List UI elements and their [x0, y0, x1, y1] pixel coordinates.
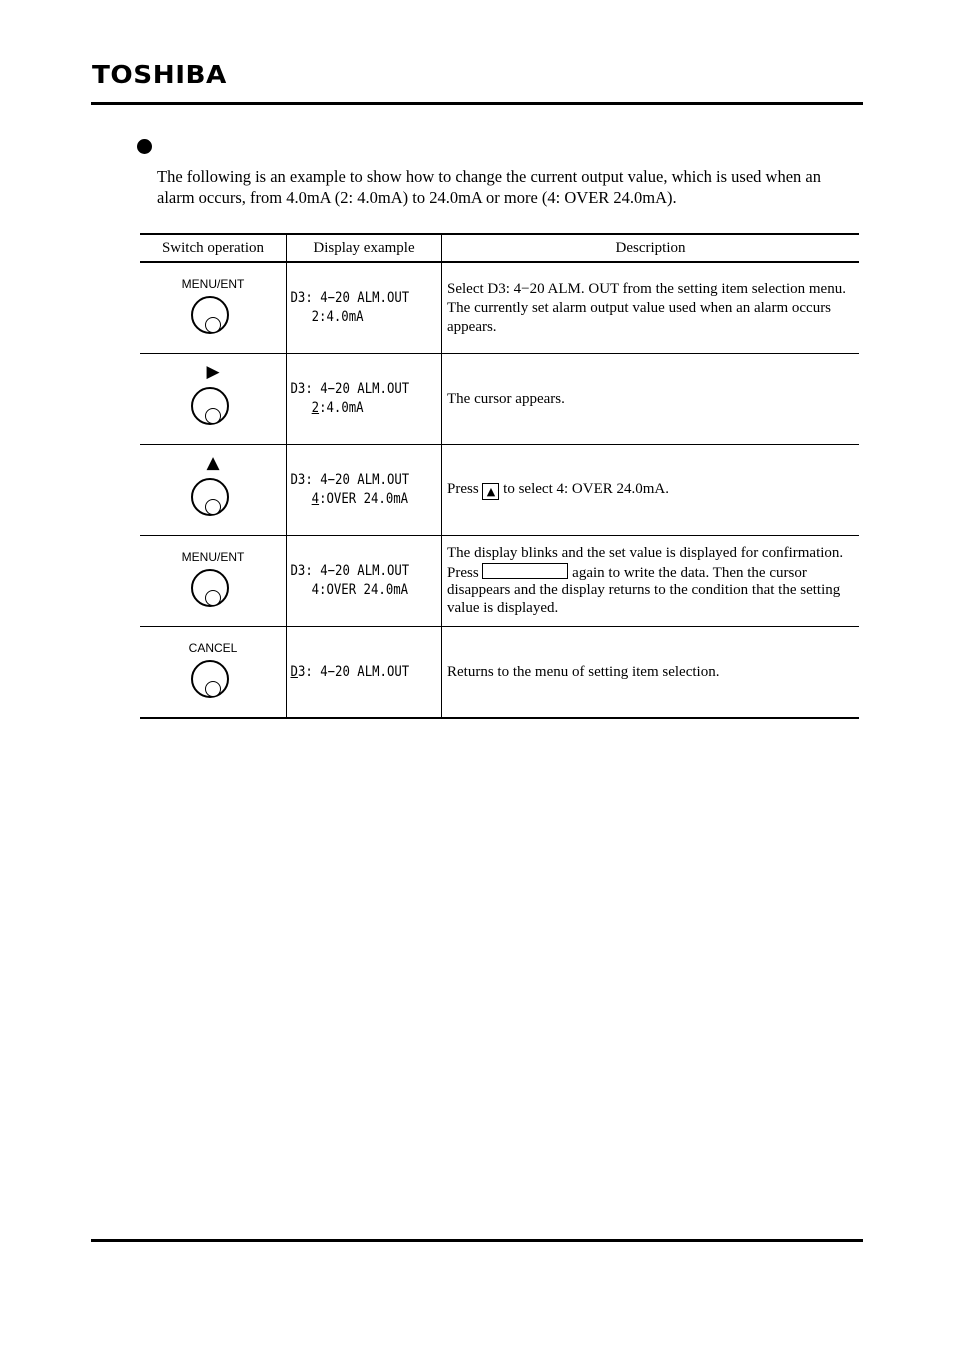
- header-switch-operation: Switch operation: [140, 234, 287, 262]
- description-cell: [442, 354, 860, 445]
- switch-cell: [140, 354, 287, 445]
- cancel-button-icon: [191, 660, 229, 698]
- display-cursor: 2: [311, 400, 320, 416]
- table-row: [140, 445, 859, 536]
- switch-cell: [140, 262, 287, 354]
- description-cell: [442, 445, 860, 536]
- switch-cell: [140, 536, 287, 627]
- right-button-icon: [191, 387, 229, 425]
- description-text: Returns to the menu of setting item selection.: [447, 663, 720, 680]
- description-text: Select D3: 4−20 ALM. OUT from the setting item selection menu.: [447, 280, 846, 297]
- display-cell: [287, 536, 442, 627]
- table-row: [140, 262, 859, 354]
- display-cell: [287, 354, 442, 445]
- up-button-icon: [191, 478, 229, 516]
- display-cell: [287, 445, 442, 536]
- description-cell: [442, 627, 860, 719]
- description-text: Press: [447, 564, 479, 581]
- display-line-2: :OVER 24.0mA: [319, 491, 409, 507]
- description-text: Press: [447, 481, 479, 497]
- toshiba-logo: TOSHIBA: [92, 60, 227, 89]
- display-line-1: D3: 4−20 ALM.OUT: [290, 563, 410, 579]
- menu-ent-button-icon: [191, 569, 229, 607]
- table-row: [140, 536, 859, 627]
- bullet-icon: [137, 139, 152, 154]
- description-cell: [442, 536, 860, 627]
- display-line-2: 2:4.0mA: [311, 309, 364, 325]
- display-line-1: D3: 4−20 ALM.OUT: [290, 290, 410, 306]
- menu-ent-button-icon: [191, 296, 229, 334]
- cancel-key-label: CANCEL: [188, 641, 238, 655]
- switch-cell: [140, 627, 287, 719]
- intro-paragraph: The following is an example to show how to change the current output value, which is used when an alarm occurs, from 4.0mA (2: 4.0mA) to 24.0mA or more (4: OVER 24.0mA).: [157, 167, 821, 207]
- table-row: [140, 627, 859, 719]
- description-text: The currently set alarm output value used when an alarm occurs appears.: [447, 299, 832, 335]
- display-cursor: D: [290, 663, 298, 680]
- right-arrow-icon: ▶: [206, 362, 220, 382]
- up-arrow-icon: ▲: [206, 453, 220, 473]
- display-line-1: D3: 4−20 ALM.OUT: [290, 381, 410, 397]
- menu-ent-key-label: MENU/ENT: [181, 277, 245, 291]
- menu-ent-key-label: MENU/ENT: [181, 550, 245, 564]
- table-row: [140, 354, 859, 445]
- switch-cell: [140, 445, 287, 536]
- header-display-example: Display example: [287, 234, 442, 262]
- description-text: The cursor appears.: [447, 390, 565, 407]
- table-header-row: [140, 234, 859, 262]
- up-key-icon: ▲: [482, 483, 499, 500]
- display-line-1: D3: 4−20 ALM.OUT: [290, 472, 410, 488]
- header-description: Description: [442, 234, 860, 262]
- menu-ent-key-placeholder: [482, 563, 568, 579]
- description-text: The display blinks and the set value is displayed for confirmation.: [447, 545, 844, 561]
- header-rule: [91, 102, 863, 105]
- description-cell: [442, 262, 860, 354]
- display-cell: [287, 262, 442, 354]
- description-text: again to write the data. Then the cursor disappears and the display returns to the condition that the setting value is displayed.: [447, 564, 841, 616]
- operation-table: [140, 233, 859, 719]
- display-cell: [287, 627, 442, 719]
- display-line-1: 3: 4−20 ALM.OUT: [297, 663, 410, 680]
- description-text: to select 4: OVER 24.0mA.: [503, 481, 669, 497]
- footer-rule: [91, 1239, 863, 1242]
- display-line-2: 4:OVER 24.0mA: [311, 582, 409, 598]
- display-line-2: :4.0mA: [319, 400, 364, 416]
- display-cursor: 4: [311, 491, 320, 507]
